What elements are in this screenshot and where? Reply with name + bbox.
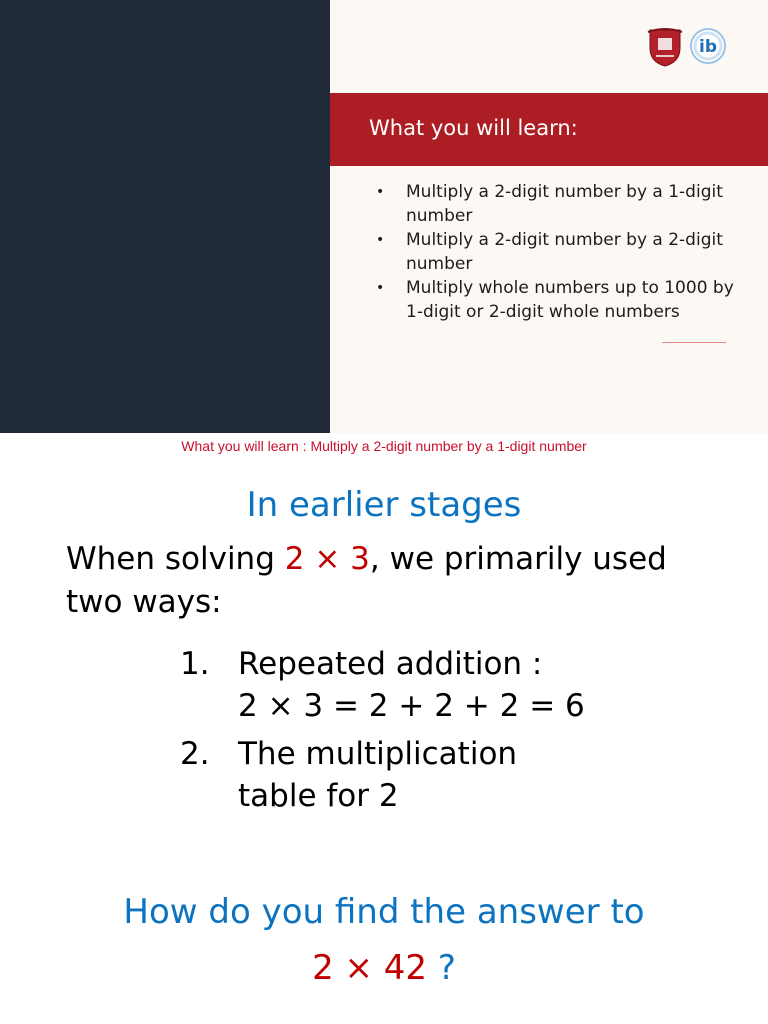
dark-side-panel [0,0,330,433]
intro-suffix: , we primarily used two ways: [66,541,667,620]
question-text [0,884,768,996]
school-logos [646,24,728,68]
ib-logo-icon [691,29,725,63]
ib-logo-text: ib [699,37,717,57]
school-crest-icon [648,29,682,66]
objective-item: • Multiply whole numbers up to 1000 by 1-digit or 2-digit whole numbers [376,276,736,324]
objective-item: • Multiply a 2-digit number by a 1-digit number [376,180,736,228]
method-number: 2. [180,736,210,772]
slide-caption: What you will learn : Multiply a 2-digit number by a 1-digit number [181,438,587,454]
method-item [180,643,620,727]
slide-title: What you will learn: [369,116,578,140]
intro-prefix: When solving [66,541,285,577]
decorative-divider [662,342,726,343]
intro-expression: 2 × 3 [284,541,370,577]
section-heading: In earlier stages [246,485,522,525]
intro-text [66,538,706,624]
objectives-list [376,180,736,324]
methods-list [180,643,620,823]
method-item [180,733,620,817]
question-mark: ? [427,948,456,988]
lesson-objectives-slide [0,0,768,433]
method-line: Repeated addition : [238,646,543,682]
method-line: table for 2 [238,778,399,814]
question-expression: 2 × 42 [312,948,428,988]
objective-item: • Multiply a 2-digit number by a 2-digit number [376,228,736,276]
question-line: How do you find the answer to [123,892,645,932]
method-line: 2 × 3 = 2 + 2 + 2 = 6 [238,688,585,724]
method-number: 1. [180,646,210,682]
method-line: The multiplication [238,736,518,772]
